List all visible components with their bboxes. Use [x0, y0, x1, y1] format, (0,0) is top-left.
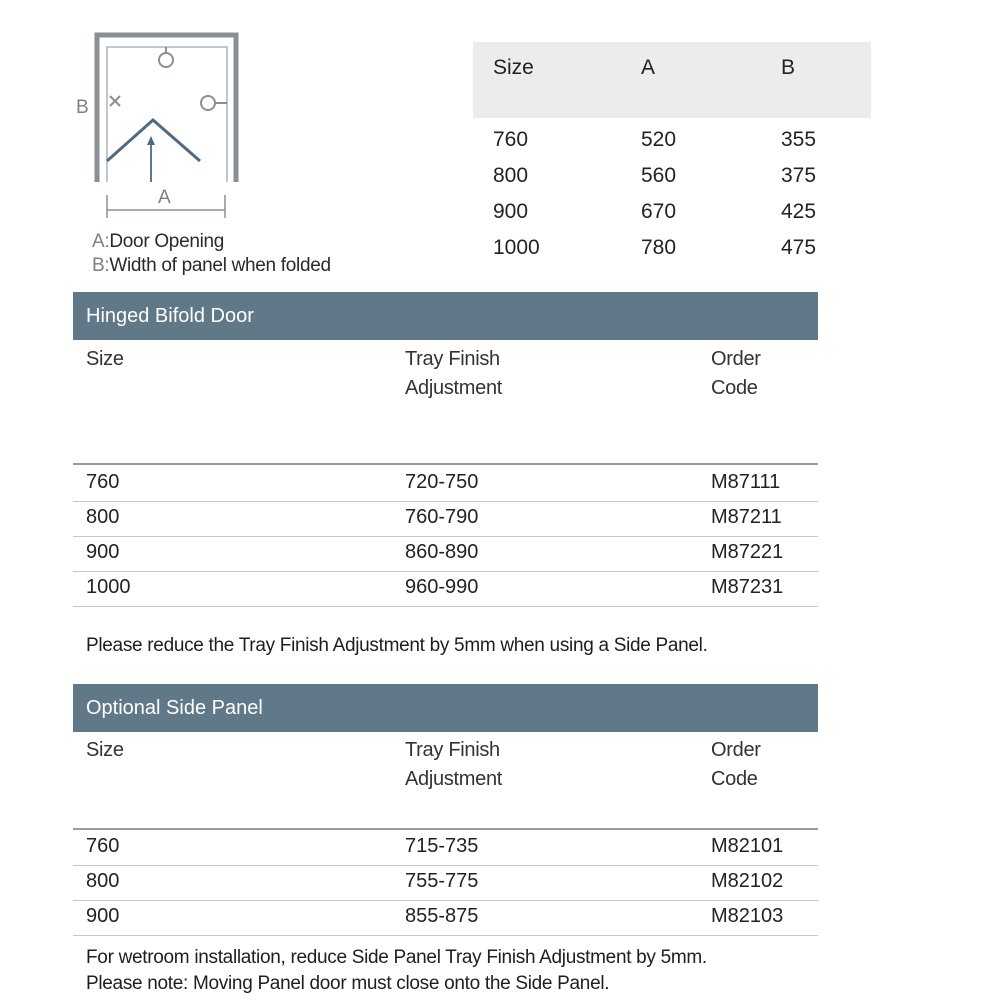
- table-cell-tray-adjustment: 960-990: [405, 576, 479, 598]
- side-panel-header-size: Size: [86, 739, 124, 761]
- table-cell-size: 800: [86, 506, 120, 528]
- table-cell-order-code: M87211: [711, 506, 782, 528]
- table-cell-order-code: M82101: [711, 835, 784, 857]
- table-cell-size: 900: [86, 905, 120, 927]
- row-divider: [73, 606, 818, 607]
- dimension-cell-size: 900: [493, 200, 529, 223]
- dimension-cell-size: 1000: [493, 236, 540, 259]
- side-panel-header-tray: Tray Finish Adjustment: [405, 739, 503, 790]
- table-cell-tray-adjustment: 860-890: [405, 541, 479, 563]
- table-cell-tray-adjustment: 755-775: [405, 870, 479, 892]
- bifold-table-title: Hinged Bifold Door: [73, 292, 818, 340]
- legend-item-b: B:Width of panel when folded: [92, 255, 331, 276]
- table-cell-order-code: M82103: [711, 905, 784, 927]
- dimension-cell-a: 780: [641, 236, 677, 259]
- table-cell-tray-adjustment: 715-735: [405, 835, 479, 857]
- label-b: B: [76, 97, 89, 118]
- bifold-header-size: Size: [86, 348, 124, 370]
- bifold-header-rule: [73, 463, 818, 465]
- table-cell-tray-adjustment: 720-750: [405, 471, 479, 493]
- dimension-cell-b: 425: [781, 200, 817, 223]
- dimension-header-a: A: [641, 56, 656, 79]
- side-panel-note-closing: Please note: Moving Panel door must close onto the Side Panel.: [86, 973, 610, 994]
- row-divider: [73, 900, 818, 901]
- side-panel-table-title: Optional Side Panel: [73, 684, 818, 732]
- dimension-cell-a: 670: [641, 200, 677, 223]
- legend-item-a: A:Door Opening: [92, 231, 225, 252]
- table-cell-order-code: M87111: [711, 471, 781, 493]
- dimension-cell-size: 800: [493, 164, 529, 187]
- dimension-cell-a: 520: [641, 128, 677, 151]
- bifold-header-tray: Tray Finish Adjustment: [405, 348, 503, 399]
- side-panel-note-wetroom: For wetroom installation, reduce Side Panel Tray Finish Adjustment by 5mm.: [86, 947, 707, 968]
- diagram-legend: [92, 230, 331, 278]
- dimension-cell-a: 560: [641, 164, 677, 187]
- dimension-cell-b: 355: [781, 128, 817, 151]
- row-divider: [73, 865, 818, 866]
- bifold-note: Please reduce the Tray Finish Adjustment by 5mm when using a Side Panel.: [86, 635, 708, 656]
- dimension-header-size: Size: [493, 56, 534, 79]
- row-divider: [73, 571, 818, 572]
- side-panel-header-code: Order Code: [711, 739, 761, 790]
- table-cell-size: 1000: [86, 576, 131, 598]
- row-divider: [73, 501, 818, 502]
- table-cell-order-code: M82102: [711, 870, 784, 892]
- shower-diagram: [70, 30, 260, 220]
- table-cell-size: 900: [86, 541, 120, 563]
- row-divider: [73, 536, 818, 537]
- label-a: A: [158, 187, 171, 208]
- bifold-header-code: Order Code: [711, 348, 761, 399]
- dimension-table-header: [473, 42, 871, 118]
- table-cell-tray-adjustment: 855-875: [405, 905, 479, 927]
- dimension-cell-size: 760: [493, 128, 529, 151]
- table-cell-order-code: M87231: [711, 576, 784, 598]
- table-cell-size: 760: [86, 835, 120, 857]
- side-panel-header-rule: [73, 828, 818, 830]
- table-cell-size: 760: [86, 471, 120, 493]
- table-cell-order-code: M87221: [711, 541, 784, 563]
- dimension-cell-b: 475: [781, 236, 817, 259]
- table-cell-tray-adjustment: 760-790: [405, 506, 479, 528]
- row-divider: [73, 935, 818, 936]
- dimension-header-b: B: [781, 56, 796, 79]
- dimension-cell-b: 375: [781, 164, 817, 187]
- table-cell-size: 800: [86, 870, 120, 892]
